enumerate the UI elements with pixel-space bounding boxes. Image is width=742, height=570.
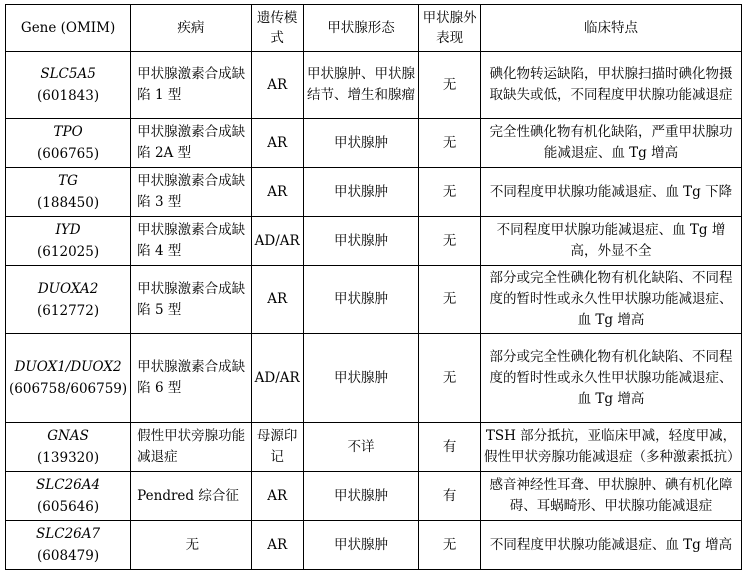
clinical-cell: 完全性碘化物有机化缺陷，严重甲状腺功能减退症、血 Tg 增高 (481, 119, 742, 168)
inheritance-cell: AR (251, 119, 303, 168)
extra-cell: 无 (419, 168, 481, 217)
gene-name: SLC26A7 (36, 526, 101, 542)
gene-cell (6, 521, 131, 570)
extra-cell: 无 (419, 266, 481, 334)
disease-cell: 甲状腺激素合成缺陷 6 型 (131, 334, 251, 423)
gene-omim: (188450) (37, 195, 100, 211)
gene-cell (6, 52, 131, 119)
morphology-cell: 甲状腺肿、甲状腺结节、增生和腺瘤 (303, 52, 419, 119)
gene-omim: (606758/606759) (9, 381, 128, 397)
table-row (6, 334, 742, 423)
disease-cell: Pendred 综合征 (131, 472, 251, 521)
extra-cell: 无 (419, 334, 481, 423)
morphology-cell: 甲状腺肿 (303, 168, 419, 217)
inheritance-cell: AR (251, 521, 303, 570)
extra-cell: 无 (419, 217, 481, 266)
morphology-cell: 不详 (303, 423, 419, 472)
morphology-cell: 甲状腺肿 (303, 472, 419, 521)
gene-omim: (612025) (37, 244, 100, 260)
inheritance-cell: AD/AR (251, 217, 303, 266)
table-row (6, 521, 742, 570)
gene-name: TPO (53, 124, 83, 140)
gene-cell (6, 168, 131, 217)
disease-cell: 无 (131, 521, 251, 570)
header-extra: 甲状腺外表现 (419, 5, 481, 52)
extra-cell: 无 (419, 119, 481, 168)
gene-omim: (139320) (37, 450, 100, 466)
header-inheritance: 遗传模式 (251, 5, 303, 52)
clinical-cell: 不同程度甲状腺功能减退症、血 Tg 增高，外显不全 (481, 217, 742, 266)
clinical-cell: 碘化物转运缺陷，甲状腺扫描时碘化物摄取缺失或低，不同程度甲状腺功能减退症 (481, 52, 742, 119)
header-morphology: 甲状腺形态 (303, 5, 419, 52)
gene-cell (6, 217, 131, 266)
extra-cell: 无 (419, 521, 481, 570)
table-header-row (6, 5, 742, 52)
gene-name: TG (58, 173, 78, 189)
gene-name: SLC26A4 (36, 477, 101, 493)
table-row (6, 168, 742, 217)
clinical-cell: 感音神经性耳聋、甲状腺肿、碘有机化障碍、耳蜗畸形、甲状腺功能减退症 (481, 472, 742, 521)
extra-cell: 有 (419, 472, 481, 521)
gene-cell (6, 472, 131, 521)
disease-cell: 甲状腺激素合成缺陷 5 型 (131, 266, 251, 334)
gene-omim: (606765) (37, 146, 100, 162)
clinical-cell: 部分或完全性碘化物有机化缺陷、不同程度的暂时性或永久性甲状腺功能减退症、血 Tg 增高 (481, 334, 742, 423)
clinical-cell: 不同程度甲状腺功能减退症、血 Tg 增高 (481, 521, 742, 570)
gene-name: DUOX1/DUOX2 (14, 359, 122, 375)
gene-table-container (5, 4, 742, 570)
morphology-cell: 甲状腺肿 (303, 521, 419, 570)
gene-name: DUOXA2 (37, 280, 99, 297)
table-row (6, 472, 742, 521)
clinical-cell: 不同程度甲状腺功能减退症、血 Tg 下降 (481, 168, 742, 217)
table-row (6, 52, 742, 119)
gene-cell (6, 423, 131, 472)
inheritance-cell: AR (251, 472, 303, 521)
header-clinical: 临床特点 (481, 5, 742, 52)
gene-name: IYD (55, 222, 81, 238)
header-disease: 疾病 (131, 5, 251, 52)
gene-cell (6, 334, 131, 423)
gene-cell (6, 266, 131, 334)
disease-cell: 甲状腺激素合成缺陷 2A 型 (131, 119, 251, 168)
gene-omim: (608479) (37, 548, 100, 564)
gene-omim: (612772) (37, 302, 100, 319)
table-row (6, 217, 742, 266)
table-row (6, 266, 742, 334)
morphology-cell: 甲状腺肿 (303, 217, 419, 266)
table-row (6, 119, 742, 168)
inheritance-cell: AR (251, 266, 303, 334)
table-row (6, 423, 742, 472)
inheritance-cell: AD/AR (251, 334, 303, 423)
disease-cell: 甲状腺激素合成缺陷 3 型 (131, 168, 251, 217)
disease-cell: 甲状腺激素合成缺陷 1 型 (131, 52, 251, 119)
morphology-cell: 甲状腺肿 (303, 119, 419, 168)
morphology-cell: 甲状腺肿 (303, 266, 419, 334)
inheritance-cell: AR (251, 52, 303, 119)
extra-cell: 无 (419, 52, 481, 119)
gene-name: SLC5A5 (40, 66, 96, 82)
clinical-cell: 部分或完全性碘化物有机化缺陷、不同程度的暂时性或永久性甲状腺功能减退症、血 Tg 增高 (481, 266, 742, 334)
clinical-cell: TSH 部分抵抗，亚临床甲减，轻度甲减，假性甲状旁腺功能减退症（多种激素抵抗） (481, 423, 742, 472)
gene-cell (6, 119, 131, 168)
gene-name: GNAS (47, 428, 89, 444)
gene-omim: (605646) (37, 499, 100, 515)
gene-omim: (601843) (37, 88, 100, 104)
inheritance-cell: AR (251, 168, 303, 217)
extra-cell: 有 (419, 423, 481, 472)
disease-cell: 甲状腺激素合成缺陷 4 型 (131, 217, 251, 266)
gene-table (5, 4, 742, 570)
disease-cell: 假性甲状旁腺功能减退症 (131, 423, 251, 472)
inheritance-cell: 母源印记 (251, 423, 303, 472)
header-gene: Gene (OMIM) (6, 5, 131, 52)
morphology-cell: 甲状腺肿 (303, 334, 419, 423)
